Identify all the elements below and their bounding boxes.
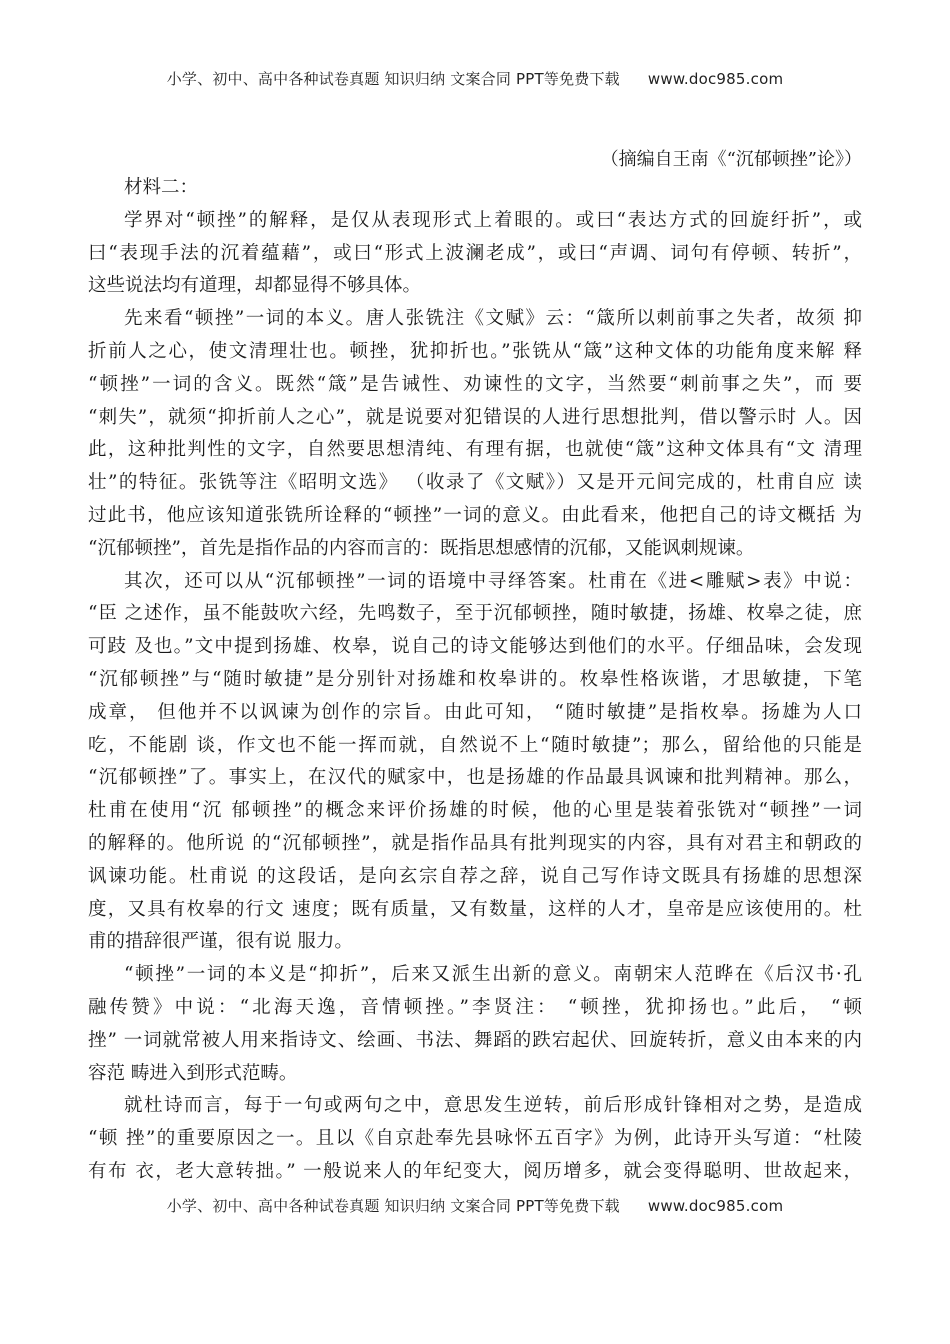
paragraph-line: 学界对“顿挫”的解释，是仅从表现形式上着眼的。或曰“表达方式的回旋纡折”，或	[124, 209, 862, 231]
paragraph-line: 杜甫在使用“沉 郁顿挫”的概念来评价扬雄的时候，他的心里是装着张铣对“顿挫”一词	[88, 800, 862, 822]
paragraph-line: “沉郁顿挫”与“随时敏捷”是分别针对扬雄和枚皋讲的。枚皋性格诙谐，才思敏捷，下笔	[88, 668, 862, 690]
paragraph-line: 容范 畴进入到形式范畴。	[88, 1062, 298, 1084]
paragraph-line: “顿挫”一词的本义是“抑折”，后来又派生出新的意义。南朝宋人范晔在《后汉书·孔	[124, 964, 862, 986]
paragraph-line: 挫” 一词就常被人用来指诗文、绘画、书法、舞蹈的跌宕起伏、回旋转折，意义由本来的内	[88, 1029, 862, 1051]
paragraph-line: 曰“表现手法的沉着蕴藉”，或曰“形式上波澜老成”，或曰“声调、词句有停顿、转折”，	[88, 242, 862, 264]
page-header	[0, 68, 950, 89]
paragraph-line: 有布 衣，老大意转拙。” 一般说来人的年纪变大，阅历增多，就会变得聪明、世故起来，	[88, 1160, 862, 1182]
paragraph-line: 讽谏功能。杜甫说 的这段话，是向玄宗自荐之辞，说自己写作诗文既具有扬雄的思想深	[88, 865, 862, 887]
paragraph-line: 吃，不能剧 谈，作文也不能一挥而就，自然说不上“随时敏捷”；那么，留给他的只能是	[88, 734, 862, 756]
paragraph-line: 过此书，他应该知道张铣所诠释的“顿挫”一词的意义。由此看来，他把自己的诗文概括 为	[88, 504, 862, 526]
paragraph-line: 甫的措辞很严谨，很有说 服力。	[88, 931, 353, 953]
paragraph-line: “顿挫”一词的含义。既然“箴”是告诫性、劝谏性的文字，当然要“刺前事之失”，而 要	[88, 373, 862, 395]
paragraph-line: 融传赞》中说：“北海天逸，音情顿挫。”李贤注： “顿挫，犹抑扬也。”此后， “顿	[88, 996, 862, 1018]
paragraph-line: “臣 之述作，虽不能鼓吹六经，先鸣数子，至于沉郁顿挫，随时敏捷，扬雄、枚皋之徒，庶	[88, 603, 862, 625]
paragraph-line: 折前人之心，使文清理壮也。顿挫，犹抑折也。”张铣从“箴”这种文体的功能角度来解 释	[88, 340, 862, 362]
source-citation: （摘编自王南《“沉郁顿挫”论》）	[600, 149, 862, 170]
paragraph-line: 成章， 但他并不以讽谏为创作的宗旨。由此可知， “随时敏捷”是指枚皋。扬雄为人口	[88, 701, 862, 723]
article-body	[88, 172, 862, 1189]
header-site-link[interactable]: www.doc985.com	[647, 70, 784, 88]
header-text: 小学、初中、高中各种试卷真题 知识归纳 文案合同 PPT等免费下载	[166, 70, 620, 88]
paragraph-line: 这些说法均有道理，却都显得不够具体。	[88, 275, 422, 297]
footer-site-link[interactable]: www.doc985.com	[647, 1197, 784, 1215]
paragraph-line: “顿 挫”的重要原因之一。且以《自京赴奉先县咏怀五百字》为例，此诗开头写道：“杜陵	[88, 1128, 862, 1150]
paragraph-line: 壮”的特征。张铣等注《昭明文选》 （收录了《文赋》）又是开元间完成的，杜甫自应 读	[88, 472, 862, 494]
page-footer	[0, 1195, 950, 1216]
paragraph-line: “刺失”，就须“抑折前人之心”，就是说要对犯错误的人进行思想批判，借以警示时 人。因	[88, 406, 862, 428]
section-heading: 材料二：	[124, 177, 199, 198]
paragraph-line: 度，又具有枚皋的行文 速度；既有质量，又有数量，这样的人才，皇帝是应该使用的。杜	[88, 898, 862, 920]
paragraph-line: “沉郁顿挫”了。事实上，在汉代的赋家中，也是扬雄的作品最具讽谏和批判精神。那么，	[88, 767, 862, 789]
paragraph-line: 先来看“顿挫”一词的本义。唐人张铣注《文赋》云：“箴所以刺前事之失者，故须 抑	[124, 308, 862, 330]
paragraph-line: “沉郁顿挫”，首先是指作品的内容而言的：既指思想感情的沉郁，又能讽刺规谏。	[88, 537, 755, 559]
paragraph-line: 可跂 及也。”文中提到扬雄、枚皋，说自己的诗文能够达到他们的水平。仔细品味，会发现	[88, 636, 862, 658]
paragraph-line: 此，这种批判性的文字，自然要思想清纯、有理有据，也就使“箴”这种文体具有“文 清理	[88, 439, 862, 461]
paragraph-line: 的解释的。他所说 的“沉郁顿挫”，就是指作品具有批判现实的内容，具有对君主和朝政的	[88, 832, 862, 854]
paragraph-line: 就杜诗而言，每于一句或两句之中，意思发生逆转，前后形成针锋相对之势，是造成	[124, 1095, 862, 1117]
footer-text: 小学、初中、高中各种试卷真题 知识归纳 文案合同 PPT等免费下载	[166, 1197, 620, 1215]
paragraph-line: 其次，还可以从“沉郁顿挫”一词的语境中寻绎答案。杜甫在《进<雕赋>表》中说：	[124, 570, 862, 592]
